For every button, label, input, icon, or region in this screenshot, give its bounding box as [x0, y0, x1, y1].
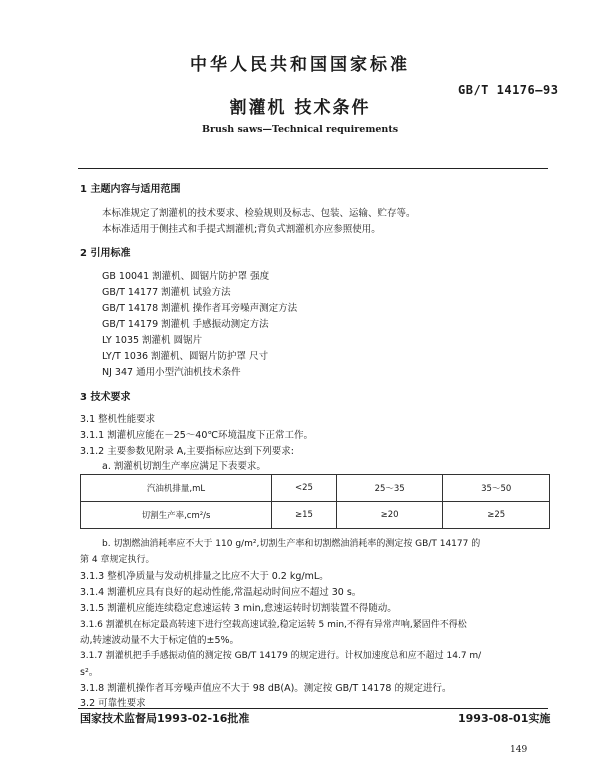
table-cell: ≥15: [272, 502, 337, 529]
reference-item: GB/T 14177 割灌机 试验方法: [102, 287, 231, 298]
clause-3-1-6-line-2: 动,转速波动量不大于标定值的±5%。: [80, 635, 240, 646]
clause-3-1-1: 3.1.1 割灌机应能在－25～40℃环境温度下正常工作。: [80, 430, 314, 441]
approval-notice: 国家技术监督局1993-02-16批准: [80, 712, 250, 725]
clause-3-1-2: 3.1.2 主要参数见附录 A,主要指标应达到下列要求:: [80, 446, 294, 457]
table-cell: <25: [272, 475, 337, 502]
reference-item: GB 10041 割灌机、圆锯片防护罩 强度: [102, 271, 270, 282]
reference-item: NJ 347 通用小型汽油机技术条件: [102, 367, 241, 378]
clause-3-1-7-line-1: 3.1.7 割灌机把手手感振动值的测定按 GB/T 14179 的规定进行。计权加速度总和应不超过 14.7 m/: [80, 651, 482, 661]
clause-3-1: 3.1 整机性能要求: [80, 414, 156, 425]
table-row-label: 切割生产率,cm²/s: [81, 502, 272, 529]
item-b-line-1: b. 切割燃油消耗率应不大于 110 g/m²,切割生产率和切割燃油消耗率的测定按 GB/T 14177 的: [102, 539, 481, 549]
clause-3-1-5: 3.1.5 割灌机应能连续稳定怠速运转 3 min,怠速运转时切割装置不得随动。: [80, 603, 397, 614]
page-number: 149: [510, 745, 528, 755]
section-1-paragraph-1: 本标准规定了割灌机的技术要求、检验规则及标志、包装、运输、贮存等。: [102, 208, 416, 219]
implementation-date: 1993-08-01实施: [458, 712, 551, 725]
clause-3-1-8: 3.1.8 割灌机操作者耳旁噪声值应不大于 98 dB(A)。测定按 GB/T 14178 的规定进行。: [80, 683, 452, 694]
reference-item: GB/T 14178 割灌机 操作者耳旁噪声测定方法: [102, 303, 298, 314]
section-1-paragraph-2: 本标准适用于侧挂式和手提式割灌机;背负式割灌机亦应参照使用。: [102, 224, 381, 235]
clause-3-1-7-line-2: s²。: [80, 667, 99, 678]
table-cell: ≥25: [443, 502, 550, 529]
clause-3-2: 3.2 可靠性要求: [80, 698, 146, 709]
reference-item: LY/T 1036 割灌机、圆锯片防护罩 尺寸: [102, 351, 269, 362]
footer-divider: [78, 708, 548, 709]
table-cell: 25～35: [336, 475, 443, 502]
section-3-heading: 3 技术要求: [80, 392, 131, 403]
table-cell: 35～50: [443, 475, 550, 502]
table-row: [81, 502, 550, 529]
clause-3-1-4: 3.1.4 割灌机应具有良好的起动性能,常温起动时间应不超过 30 s。: [80, 587, 362, 598]
header-divider: [78, 168, 548, 169]
reference-item: LY 1035 割灌机 圆锯片: [102, 335, 203, 346]
standard-category-title: 中华人民共和国国家标准: [190, 55, 410, 75]
item-b-line-2: 第 4 章规定执行。: [80, 555, 155, 565]
item-a: a. 割灌机切割生产率应满足下表要求。: [102, 461, 266, 472]
table-row-label: 汽油机排量,mL: [81, 475, 272, 502]
clause-3-1-3: 3.1.3 整机净质量与发动机排量之比应不大于 0.2 kg/mL。: [80, 571, 329, 582]
english-title: Brush saws—Technical requirements: [201, 124, 399, 135]
productivity-table: [80, 474, 550, 529]
table-row: [81, 475, 550, 502]
clause-3-1-6-line-1: 3.1.6 割灌机在标定最高转速下进行空载高速试验,稳定运转 5 min,不得有异常声响,紧固件不得松: [80, 620, 467, 630]
section-1-heading: 1 主题内容与适用范围: [80, 184, 181, 195]
document-title: 割灌机 技术条件: [229, 98, 371, 118]
reference-item: GB/T 14179 割灌机 手感振动测定方法: [102, 319, 269, 330]
table-cell: ≥20: [336, 502, 443, 529]
standard-number: GB/T 14176—93: [458, 83, 559, 97]
section-2-heading: 2 引用标准: [80, 248, 131, 259]
